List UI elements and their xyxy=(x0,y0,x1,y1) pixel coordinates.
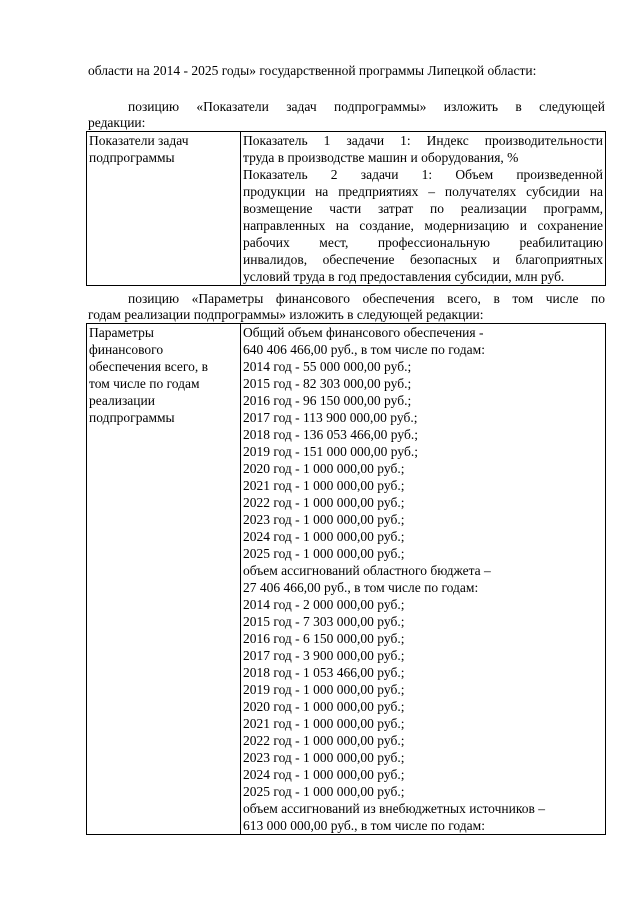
value-line: 2025 год - 1 000 000,00 руб.; xyxy=(243,546,405,561)
value-line: 2020 год - 1 000 000,00 руб.; xyxy=(243,461,405,476)
value-line: рабочих мест, профессиональную реабилитацию xyxy=(243,235,603,250)
label-line: реализации xyxy=(89,393,155,408)
value-line: 2016 год - 6 150 000,00 руб.; xyxy=(243,631,405,646)
tasks-indicators-value-cell xyxy=(241,132,606,286)
financing-label-cell xyxy=(87,324,241,835)
label-line: подпрограммы xyxy=(89,150,175,165)
para2-line-1: позицию «Параметры финансового обеспечения всего, в том числе по xyxy=(128,291,605,306)
label-line: Параметры xyxy=(89,325,154,340)
value-line: 2021 год - 1 000 000,00 руб.; xyxy=(243,478,405,493)
value-line: условий труда в год предоставления субсидии, млн руб. xyxy=(243,269,565,284)
value-line: 2025 год - 1 000 000,00 руб.; xyxy=(243,784,405,799)
financing-value-cell xyxy=(241,324,606,835)
value-line: объем ассигнований областного бюджета – xyxy=(243,563,491,578)
label-line: том числе по годам xyxy=(89,376,200,391)
value-line: направленных на создание, модернизацию и сохранение xyxy=(243,218,603,233)
label-line: подпрограммы xyxy=(89,410,175,425)
value-line: 2016 год - 96 150 000,00 руб.; xyxy=(243,393,412,408)
value-line: 2024 год - 1 000 000,00 руб.; xyxy=(243,529,405,544)
value-line: 2023 год - 1 000 000,00 руб.; xyxy=(243,512,405,527)
value-line: 2023 год - 1 000 000,00 руб.; xyxy=(243,750,405,765)
value-line: 640 406 466,00 руб., в том числе по годам: xyxy=(243,342,485,357)
value-line: 2018 год - 1 053 466,00 руб.; xyxy=(243,665,405,680)
value-line: Общий объем финансового обеспечения - xyxy=(243,325,484,340)
value-line: труда в производстве машин и оборудования, % xyxy=(243,150,519,165)
table-row xyxy=(87,324,606,835)
financing-parameters-table xyxy=(86,323,606,835)
value-line: 2017 год - 3 900 000,00 руб.; xyxy=(243,648,405,663)
value-line: объем ассигнований из внебюджетных источников – xyxy=(243,801,545,816)
value-line: возмещение части затрат по реализации программ, xyxy=(243,201,603,216)
value-line: 2024 год - 1 000 000,00 руб.; xyxy=(243,767,405,782)
value-line: 27 406 466,00 руб., в том числе по годам: xyxy=(243,580,479,595)
value-line: 2018 год - 136 053 466,00 руб.; xyxy=(243,427,418,442)
value-line: Показатель 1 задачи 1: Индекс производительности xyxy=(243,133,603,148)
label-line: обеспечения всего, в xyxy=(89,359,208,374)
value-line: продукции на предприятиях – получателях субсидии на xyxy=(243,184,603,199)
value-line: 2020 год - 1 000 000,00 руб.; xyxy=(243,699,405,714)
intro-line: области на 2014 - 2025 годы» государственной программы Липецкой области: xyxy=(88,63,537,78)
value-line: 2022 год - 1 000 000,00 руб.; xyxy=(243,495,405,510)
value-line: 2015 год - 7 303 000,00 руб.; xyxy=(243,614,405,629)
label-line: Показатели задач xyxy=(89,133,189,148)
value-line: 2014 год - 2 000 000,00 руб.; xyxy=(243,597,405,612)
para1-line-1: позицию «Показатели задач подпрограммы» изложить в следующей xyxy=(128,99,605,114)
value-line: инвалидов, обеспечение безопасных и благоприятных xyxy=(243,252,603,267)
value-line: 2019 год - 1 000 000,00 руб.; xyxy=(243,682,405,697)
value-line: 2022 год - 1 000 000,00 руб.; xyxy=(243,733,405,748)
value-line: 2021 год - 1 000 000,00 руб.; xyxy=(243,716,405,731)
value-line: 2014 год - 55 000 000,00 руб.; xyxy=(243,359,412,374)
value-line: 2015 год - 82 303 000,00 руб.; xyxy=(243,376,412,391)
value-line: 2019 год - 151 000 000,00 руб.; xyxy=(243,444,418,459)
tasks-indicators-label-cell xyxy=(87,132,241,286)
para1-line-2: редакции: xyxy=(88,115,146,130)
para2-line-2: годам реализации подпрограммы» изложить в следующей редакции: xyxy=(88,307,484,322)
table-row xyxy=(87,132,606,286)
value-line: 613 000 000,00 руб., в том числе по годам: xyxy=(243,818,485,833)
label-line: финансового xyxy=(89,342,164,357)
value-line: 2017 год - 113 900 000,00 руб.; xyxy=(243,410,418,425)
tasks-indicators-table xyxy=(86,131,606,286)
value-line: Показатель 2 задачи 1: Объем произведенной xyxy=(243,167,603,182)
